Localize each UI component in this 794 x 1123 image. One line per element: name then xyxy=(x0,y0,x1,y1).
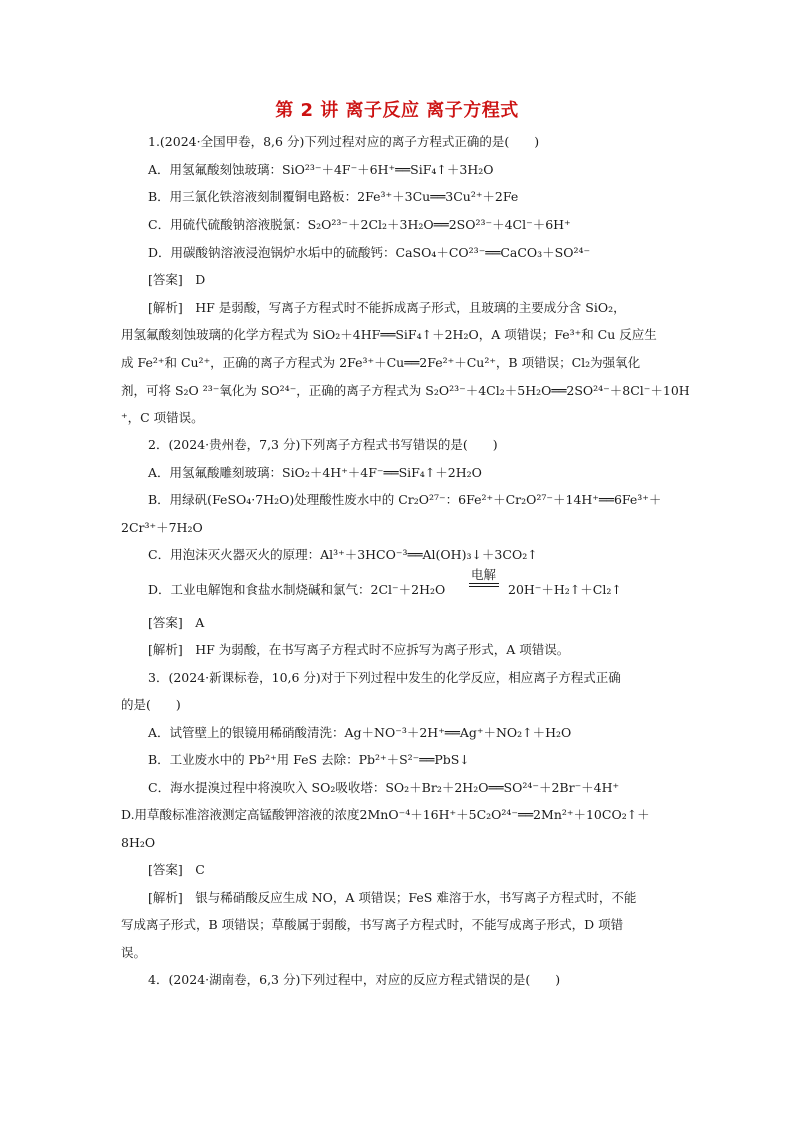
q1-analysis-line: 成 Fe²⁺和 Cu²⁺，正确的离子方程式为 2Fe³⁺＋Cu══2Fe²⁺＋Cu²⁺，B 项错误；Cl₂为强氧化 xyxy=(121,355,641,370)
q1-analysis-line: 用氢氟酸刻蚀玻璃的化学方程式为 SiO₂＋4HF══SiF₄↑＋2H₂O，A 项错误；Fe³⁺和 Cu 反应生 xyxy=(121,327,657,342)
q2-option-b: B．用绿矾(FeSO₄·7H₂O)处理酸性废水中的 Cr₂O²⁷⁻：6Fe²⁺＋Cr₂O²⁷⁻＋14H⁺══6Fe³⁺＋ xyxy=(148,492,662,507)
q2-answer: [答案] A xyxy=(148,615,205,630)
q3-option-d-cont: 8H₂O xyxy=(121,835,156,850)
q1-answer: [答案] D xyxy=(148,272,206,287)
q3-option-d: D.用草酸标准溶液测定高锰酸钾溶液的浓度2MnO⁻⁴＋16H⁺＋5C₂O²⁴⁻══2Mn²⁺＋10CO₂↑＋ xyxy=(121,807,650,822)
q1-option-a: A．用氢氟酸刻蚀玻璃：SiO²³⁻＋4F⁻＋6H⁺══SiF₄↑＋3H₂O xyxy=(148,162,494,177)
q1-analysis-line: 剂，可将 S₂O ²³⁻氧化为 SO²⁴⁻，正确的离子方程式为 S₂O²³⁻＋4Cl₂＋5H₂O══2SO²⁴⁻＋8Cl⁻＋10H xyxy=(121,383,690,398)
q3-stem: 3．(2024·新课标卷，10,6 分)对于下列过程中发生的化学反应，相应离子方程式正确 xyxy=(148,670,621,685)
q3-answer: [答案] C xyxy=(148,862,205,877)
q3-option-b: B．工业废水中的 Pb²⁺用 FeS 去除：Pb²⁺＋S²⁻══PbS↓ xyxy=(148,752,470,767)
q2-option-a: A．用氢氟酸雕刻玻璃：SiO₂＋4H⁺＋4F⁻══SiF₄↑＋2H₂O xyxy=(148,465,482,480)
q3-option-c: C．海水提溴过程中将溴吹入 SO₂吸收塔：SO₂＋Br₂＋2H₂O══SO²⁴⁻＋2Br⁻＋4H⁺ xyxy=(148,780,620,795)
q1-option-b: B．用三氯化铁溶液刻制覆铜电路板：2Fe³⁺＋3Cu══3Cu²⁺＋2Fe xyxy=(148,189,519,204)
q1-stem: 1.(2024·全国甲卷，8,6 分)下列过程对应的离子方程式正确的是( ) xyxy=(148,134,540,149)
q2-option-d-products: 20H⁻＋H₂↑＋Cl₂↑ xyxy=(508,582,622,597)
q2-option-c: C．用泡沫灭火器灭火的原理：Al³⁺＋3HCO⁻³══Al(OH)₃↓＋3CO₂↑ xyxy=(148,547,538,562)
q4-stem: 4．(2024·湖南卷，6,3 分)下列过程中，对应的反应方程式错误的是( ) xyxy=(148,972,561,987)
electrolysis-condition: 电解 xyxy=(471,567,497,582)
q3-option-a: A．试管壁上的银镜用稀硝酸清洗：Ag＋NO⁻³＋2H⁺══Ag⁺＋NO₂↑＋H₂O xyxy=(148,725,572,740)
q1-analysis-line: [解析] HF 是弱酸，写离子方程式时不能拆成离子形式，且玻璃的主要成分含 SiO₂， xyxy=(148,300,626,315)
q3-analysis-line: 写成离子形式，B 项错误；草酸属于弱酸，书写离子方程式时，不能写成离子形式，D 项错 xyxy=(121,917,624,932)
q1-analysis-line: ⁺，C 项错误。 xyxy=(121,410,204,425)
q3-analysis-line: [解析] 银与稀硝酸反应生成 NO，A 项错误；FeS 难溶于水，书写离子方程式时，不能 xyxy=(148,890,637,905)
q3-stem-cont: 的是( ) xyxy=(121,697,181,712)
q2-stem: 2．(2024·贵州卷，7,3 分)下列离子方程式书写错误的是( ) xyxy=(148,437,498,452)
q2-option-d: D．工业电解饱和食盐水制烧碱和氯气：2Cl⁻＋2H₂O xyxy=(148,582,446,597)
equals-bar xyxy=(469,586,499,587)
q2-analysis-line: [解析] HF 为弱酸，在书写离子方程式时不应拆写为离子形式，A 项错误。 xyxy=(148,642,570,657)
equals-bar xyxy=(469,583,499,584)
q1-option-c: C．用硫代硫酸钠溶液脱氯：S₂O²³⁻＋2Cl₂＋3H₂O══2SO²³⁻＋4Cl⁻＋6H⁺ xyxy=(148,217,571,232)
lesson-title: 第 2 讲 离子反应 离子方程式 xyxy=(275,100,519,121)
q3-analysis-line: 误。 xyxy=(121,945,147,960)
q2-option-b-cont: 2Cr³⁺＋7H₂O xyxy=(121,520,203,535)
q1-option-d: D．用碳酸钠溶液浸泡锅炉水垢中的硫酸钙：CaSO₄＋CO²³⁻══CaCO₃＋SO²⁴⁻ xyxy=(148,245,591,260)
